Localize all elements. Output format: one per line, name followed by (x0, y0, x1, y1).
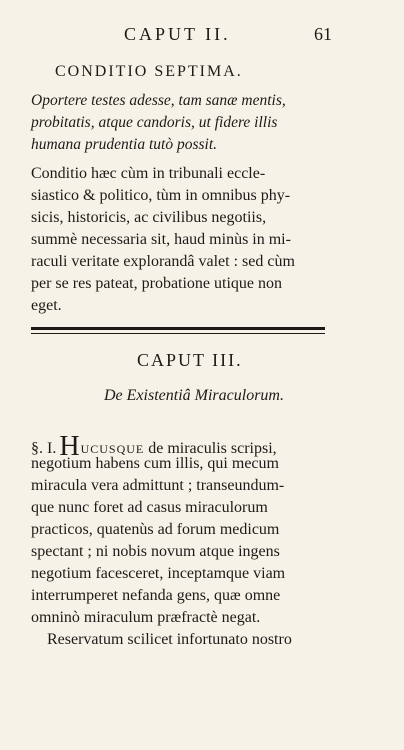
chapter-heading: CAPUT III. (137, 350, 243, 370)
body-line: sicis, historicis, ac civilibus negotiis, (31, 209, 267, 226)
body-line: siastico & politico, tùm in omnibus phy- (31, 187, 291, 204)
page-number: 61 (314, 24, 332, 44)
body-line: Reservatum scilicet infortunato nostro (47, 631, 292, 648)
italic-line: probitatis, atque candoris, ut fidere illis (31, 114, 278, 131)
body-line: miracula vera admittunt ; transeundum- (31, 477, 285, 494)
section-marker: §. I. (31, 440, 57, 457)
section-divider-thick (31, 327, 325, 330)
body-line: que nunc foret ad casus miraculorum (31, 499, 268, 516)
condition-heading: CONDITIO SEPTIMA. (55, 63, 243, 80)
italic-line: humana prudentia tutò possit. (31, 136, 218, 153)
body-line: Conditio hæc cùm in tribunali eccle- (31, 165, 266, 182)
running-title: CAPUT II. (124, 24, 231, 44)
body-line: spectant ; ni nobis novum atque ingens (31, 543, 280, 560)
drop-cap: H (59, 431, 80, 462)
body-line: interrumperet nefanda gens, quæ omne (31, 587, 281, 604)
body-line: practicos, quatenùs ad forum medicum (31, 521, 280, 538)
body-line: omninò miraculum præfractè negat. (31, 609, 261, 626)
chapter-subtitle: De Existentiâ Miraculorum. (104, 387, 284, 404)
body-line: negotium facesceret, inceptamque viam (31, 565, 286, 582)
body-line: per se res pateat, probatione utique non (31, 275, 283, 292)
body-line: summè necessaria sit, haud minùs in mi- (31, 231, 291, 248)
first-line-rest: de miraculis scripsi, (144, 440, 277, 457)
first-word-smallcaps: UCUSQUE (80, 442, 145, 456)
italic-line: Oportere testes adesse, tam sanæ mentis, (31, 92, 286, 109)
body-line: negotium habens cum illis, qui mecum (31, 455, 279, 472)
body-line: eget. (31, 297, 62, 314)
body-line: raculi veritate explorandâ valet : sed cùm (31, 253, 295, 270)
section-divider-thin (31, 333, 325, 334)
